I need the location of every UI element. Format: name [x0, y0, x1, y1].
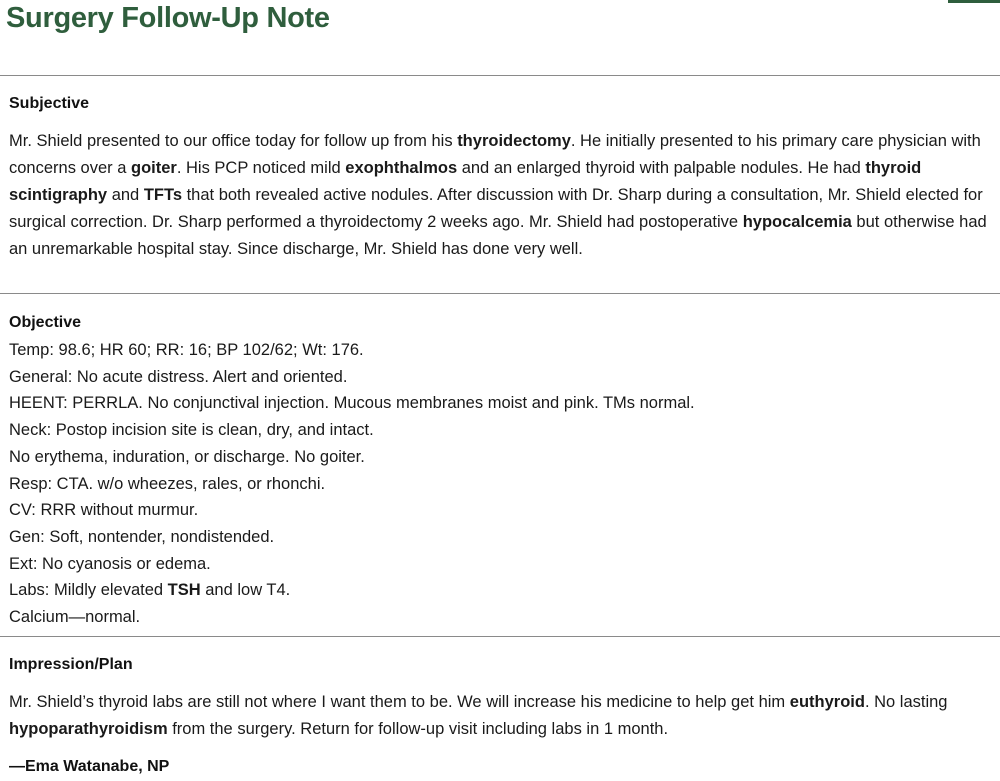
plan-heading: Impression/Plan — [9, 656, 133, 673]
bold-term: goiter — [130, 159, 177, 177]
bold-term: hypocalcemia — [742, 213, 852, 231]
objective-calcium-line: Calcium—normal. — [9, 608, 141, 627]
divider — [0, 75, 1000, 76]
objective-line: No erythema, induration, or discharge. No goiter. — [9, 447, 365, 466]
text-segment: Mr. Shield’s thyroid labs are still not where I want them to be. We will increase his medicine to help get him — [9, 693, 790, 711]
top-accent-bar — [948, 0, 1000, 3]
objective-heading: Objective — [9, 314, 82, 331]
labs-text: and low T4. — [200, 581, 291, 600]
objective-line: Ext: No cyanosis or edema. — [9, 554, 211, 573]
text-segment: Mr. Shield presented to our office today for follow up from his — [9, 132, 458, 150]
labs-text: Labs: Mildly elevated — [9, 581, 168, 600]
text-segment: . No lasting — [864, 693, 948, 711]
signature: —Ema Watanabe, NP — [9, 758, 170, 775]
divider — [0, 636, 1000, 637]
text-segment: and — [107, 186, 144, 204]
text-segment: . His PCP noticed mild — [176, 159, 346, 177]
text-segment: that both revealed active nodules. After discussion with Dr. Sharp during a consultation, Mr. Shield elected for surgical correction. Dr. Sharp performed a thyroidectomy 2 weeks ago. Mr. Shield had postoperative — [9, 186, 983, 231]
bold-term: TFTs — [143, 186, 183, 204]
text-segment: but otherwise had an unremarkable hospital stay. Since discharge, Mr. Shield has done very well. — [9, 213, 987, 258]
objective-line: Temp: 98.6; HR 60; RR: 16; BP 102/62; Wt: 176. — [9, 341, 364, 359]
bold-term: hypoparathyroidism — [9, 720, 168, 738]
text-segment: . He initially presented to his primary care physician with concerns over a — [9, 132, 981, 177]
objective-line: Gen: Soft, nontender, nondistended. — [9, 527, 275, 546]
bold-term: thyroidectomy — [457, 132, 571, 150]
text-segment: and an enlarged thyroid with palpable nodules. He had — [457, 159, 866, 177]
objective-labs-line — [9, 577, 695, 604]
page-title: Surgery Follow-Up Note — [6, 2, 330, 34]
divider — [0, 293, 1000, 294]
bold-term: exophthalmos — [345, 159, 458, 177]
subjective-heading: Subjective — [9, 95, 90, 112]
bold-term: euthyroid — [789, 693, 865, 711]
objective-line: HEENT: PERRLA. No conjunctival injection. Mucous membranes moist and pink. TMs normal. — [9, 394, 695, 413]
objective-line: Resp: CTA. w/o wheezes, rales, or rhonchi. — [9, 474, 326, 493]
objective-line: Neck: Postop incision site is clean, dry, and intact. — [9, 421, 374, 440]
bold-term: thyroid scintigraphy — [9, 159, 922, 204]
text-segment: from the surgery. Return for follow-up visit including labs in 1 month. — [167, 720, 669, 738]
subjective-paragraph — [9, 128, 999, 263]
objective-line: General: No acute distress. Alert and oriented. — [9, 367, 348, 386]
labs-bold-term: TSH — [167, 581, 201, 600]
objective-list — [9, 337, 695, 631]
objective-line: CV: RRR without murmur. — [9, 501, 199, 520]
plan-paragraph — [9, 689, 999, 743]
